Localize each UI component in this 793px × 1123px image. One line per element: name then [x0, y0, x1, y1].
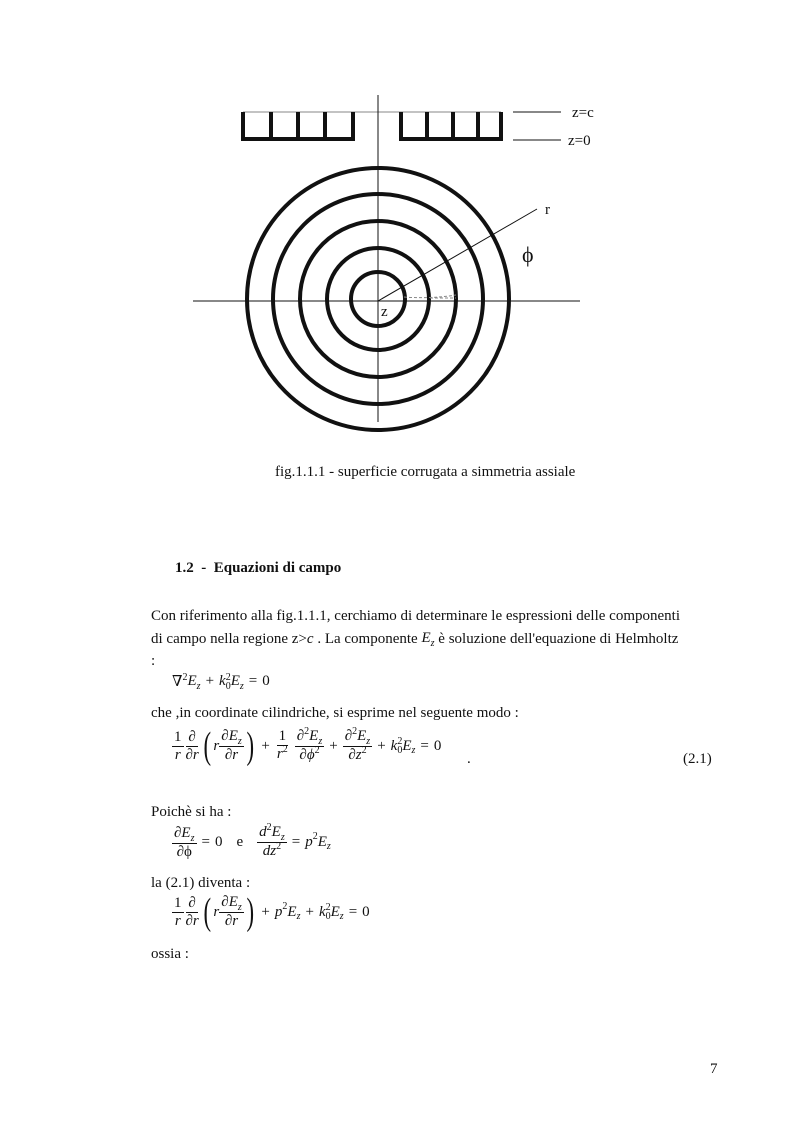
para2: che ,in coordinate cilindriche, si esprime nel seguente modo :	[151, 705, 519, 721]
label-phi: ϕ	[522, 242, 534, 267]
label-r: r	[545, 202, 550, 218]
helmholtz-equation: ∇$^2$ $E_z$ + k 2 0 $E_z$ = 0	[172, 671, 270, 692]
label-z-0: z=0	[568, 133, 591, 149]
label-z-c: z=c	[572, 105, 594, 121]
reduced-equation: $\frac{1}{r}$ $\frac{\partial}{\partial r}$ ( r $\frac{\partial E_z}{\partial r}$ ) + p 2 E z + k 2 0 E z = 0	[174, 891, 370, 933]
page-number: 7	[710, 1061, 718, 1077]
corrugation-profile	[243, 112, 501, 139]
poiche-text: Poichè si ha :	[151, 804, 232, 820]
para1-line3: :	[151, 653, 156, 669]
equation-2-1: $\frac{1}{r}$ $\frac{\partial}{\partial r}$ ( r $\frac{\partial E_z}{\partial r}$ ) + $\frac{1}{r^2}$ $\frac{\partial^2E_z}{\partial\phi^2}$ + $\frac{\partial^2E_z}{\partial z^2}$ + k 2 0 E z = 0	[174, 725, 442, 767]
figure-caption: fig.1.1.1 - superficie corrugata a simmetria assiale	[275, 464, 576, 480]
equation-number: (2.1)	[683, 751, 712, 767]
label-z: z	[381, 304, 388, 320]
section-heading: 1.2 - Equazioni di campo	[175, 560, 342, 576]
para1-line2: di campo nella regione z> c . La componente $E_z$ è soluzione dell'equazione di Helmholtz	[151, 630, 679, 649]
conditions-equation: $\frac{\partial E_z}{\partial\phi}$ = 0 e $\frac{d^2E_z}{dz^2}$ = p 2 E z	[174, 822, 331, 860]
equation-period: .	[467, 751, 471, 767]
la21-text: la (2.1) diventa :	[151, 875, 251, 891]
ossia-text: ossia :	[151, 946, 189, 962]
para1-line1: Con riferimento alla fig.1.1.1, cerchiamo di determinare le espressioni delle componenti	[151, 608, 680, 624]
corrugated-surface-figure	[0, 0, 793, 470]
connector-e: e	[236, 834, 244, 850]
